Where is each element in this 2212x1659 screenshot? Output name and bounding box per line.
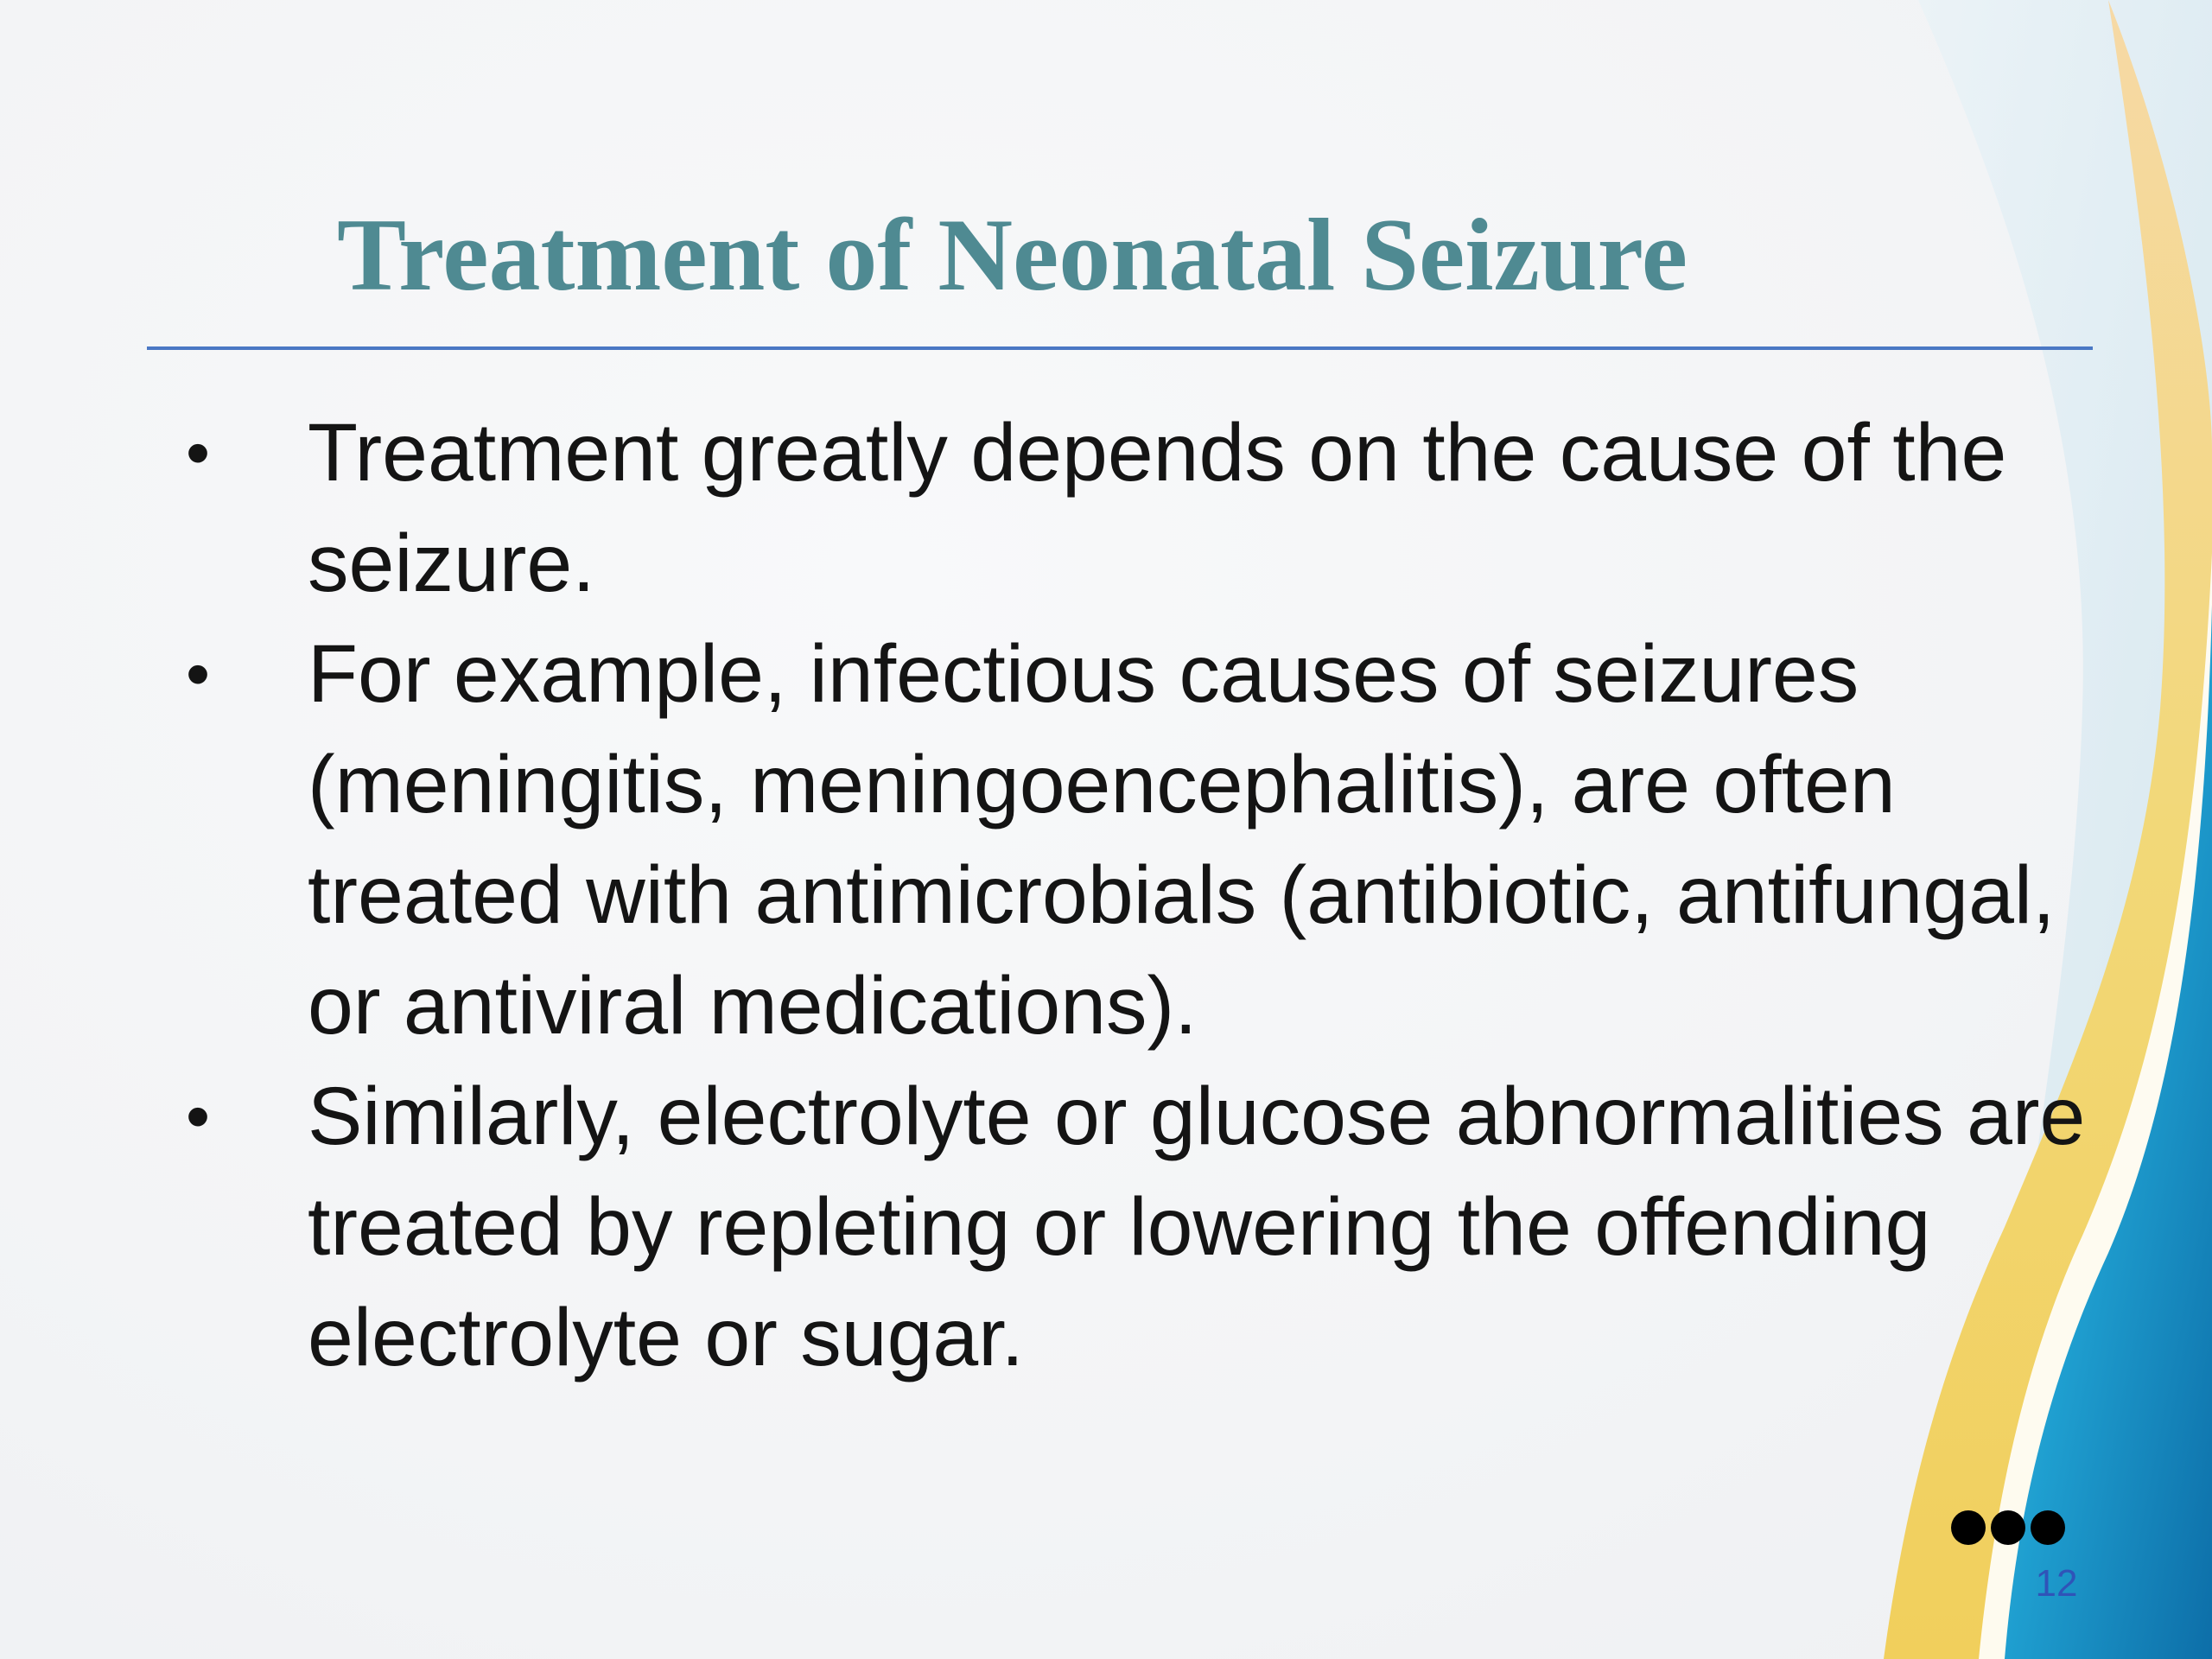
bullet-item: [173, 397, 2091, 619]
bullet-text: For example, infectious causes of seizures (meningitis, meningoencephalitis), are often treated with antimicrobials (antibiotic, antifungal, or antiviral medications).: [308, 628, 2056, 1052]
bullet-dot-icon: •: [186, 635, 211, 712]
title-divider: [147, 346, 2093, 350]
bullet-text: Treatment greatly depends on the cause of the seizure.: [308, 407, 2007, 609]
bullet-dot-icon: •: [186, 1077, 211, 1154]
bullet-item: [173, 619, 2091, 1061]
slide-title: Treatment of Neonatal Seizure: [337, 197, 1688, 312]
page-number: 12: [2035, 1562, 2078, 1605]
bullet-list: [173, 397, 2091, 1393]
dot-icon: [1951, 1510, 1986, 1545]
bullet-item: [173, 1061, 2091, 1393]
bullet-dot-icon: •: [186, 414, 211, 491]
dot-icon: [2031, 1510, 2065, 1545]
ellipsis-dots-icon: [1951, 1510, 2081, 1548]
dot-icon: [1991, 1510, 2025, 1545]
bullet-text: Similarly, electrolyte or glucose abnormalities are treated by repleting or lowering the offending electrolyte or sugar.: [308, 1071, 2086, 1383]
